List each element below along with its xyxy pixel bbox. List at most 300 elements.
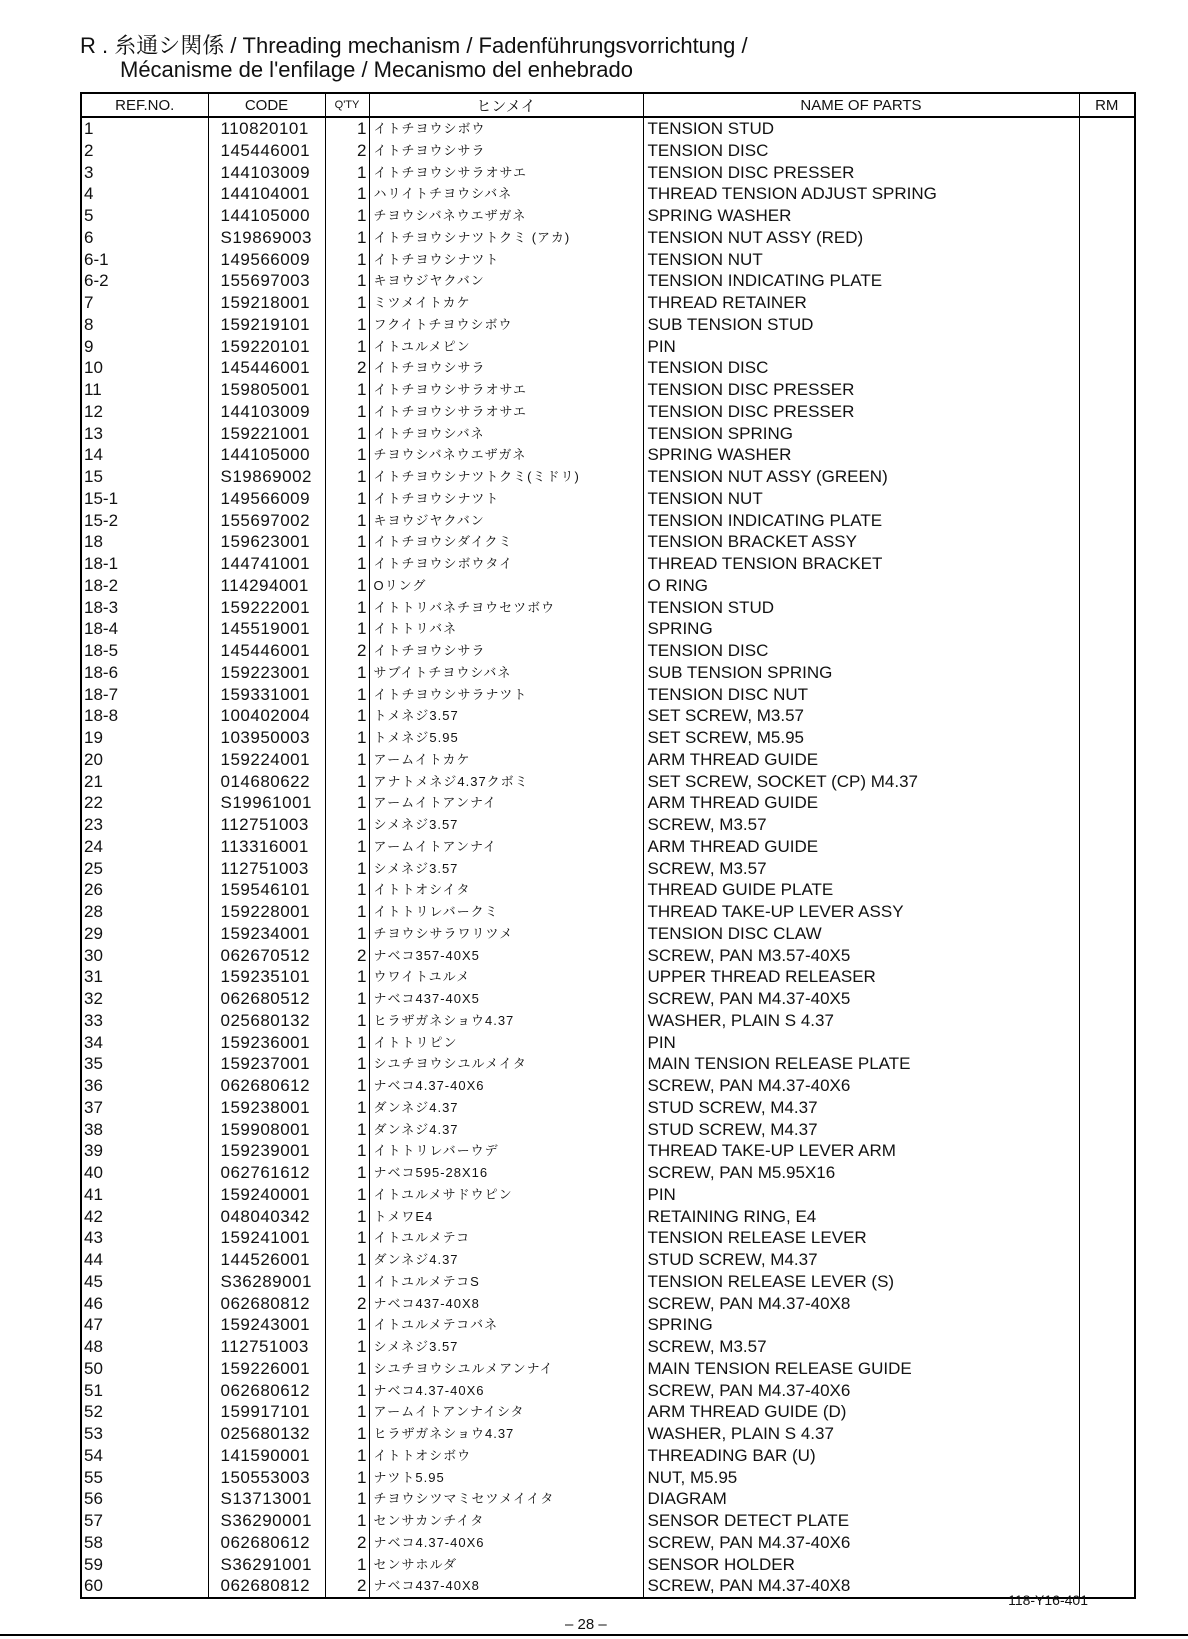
ref-no-cell: 50 [81,1358,208,1380]
kana-name-cell: ダンネジ4.37 [369,1119,643,1141]
code-cell: 103950003 [220,728,311,747]
code-cell: 145519001 [220,619,311,639]
rm-cell [1079,858,1135,880]
kana-name-cell: シユチヨウシユルメイタ [369,1053,643,1075]
rm-cell [1079,183,1135,205]
part-name-cell: TENSION DISC NUT [647,684,809,704]
kana-name-cell: チヨウシツマミセツメイイタ [369,1488,643,1510]
table-row [81,792,1135,814]
code-cell: 159243001 [220,1315,311,1335]
qty-cell: 1 [325,923,369,945]
code-cell: 062680612 [220,1532,311,1552]
table-row [81,1401,1135,1423]
kana-name-cell: センサカンチイタ [369,1510,643,1532]
table-row [81,575,1135,597]
qty-cell: 1 [325,727,369,749]
rm-cell [1079,901,1135,923]
qty-cell: 1 [325,488,369,510]
part-name-cell: SET SCREW, M5.95 [647,728,805,747]
table-row [81,988,1135,1010]
kana-name-cell: チヨウシサラワリツメ [369,923,643,945]
code-cell: 159221001 [220,423,311,443]
qty-cell: 1 [325,814,369,836]
qty-cell: 1 [325,662,369,684]
part-name-cell: TENSION BRACKET ASSY [647,532,857,552]
part-name-cell: O RING [647,575,708,595]
part-name-cell: THREADING BAR (U) [647,1445,816,1465]
ref-no-cell: 12 [81,401,208,423]
kana-name-cell: トメワE4 [369,1206,643,1228]
kana-name-cell: ミツメイトカケ [369,292,643,314]
code-cell: 144105000 [220,206,311,225]
rm-cell [1079,1401,1135,1423]
kana-name-cell: イトトオシイタ [369,879,643,901]
rm-cell [1079,727,1135,749]
table-row [81,1358,1135,1380]
kana-name-cell: アームイトアンナイ [369,836,643,858]
ref-no-cell: 19 [81,727,208,749]
page-title [80,34,748,82]
part-name-cell: UPPER THREAD RELEASER [647,967,876,987]
code-cell: 159226001 [220,1358,311,1378]
kana-name-cell: ナベコ4.37-40X6 [369,1075,643,1097]
kana-name-cell: アームイトアンナイ [369,792,643,814]
parts-table-body [81,117,1135,1598]
ref-no-cell: 33 [81,1010,208,1032]
ref-no-cell: 52 [81,1401,208,1423]
kana-name-cell: シメネジ3.57 [369,814,643,836]
qty-cell: 1 [325,792,369,814]
code-cell: 159623001 [220,532,311,552]
part-name-cell: SENSOR HOLDER [647,1554,795,1574]
code-cell: 025680132 [220,1424,311,1443]
qty-cell: 1 [325,1140,369,1162]
rm-cell [1079,401,1135,423]
qty-cell: 1 [325,1358,369,1380]
rm-cell [1079,1162,1135,1184]
rm-cell [1079,1554,1135,1576]
code-cell: 144103009 [220,162,311,182]
part-name-cell: MAIN TENSION RELEASE GUIDE [647,1358,912,1378]
qty-cell: 1 [325,901,369,923]
kana-name-cell: ナベコ4.37-40X6 [369,1532,643,1554]
ref-no-cell: 32 [81,988,208,1010]
part-name-cell: ARM THREAD GUIDE (D) [647,1402,847,1422]
qty-cell: 2 [325,640,369,662]
qty-cell: 1 [325,401,369,423]
kana-name-cell: ダンネジ4.37 [369,1097,643,1119]
qty-cell: 1 [325,1271,369,1293]
rm-cell [1079,314,1135,336]
rm-cell [1079,1097,1135,1119]
ref-no-cell: 18-2 [81,575,208,597]
qty-cell: 1 [325,1162,369,1184]
ref-no-cell: 43 [81,1227,208,1249]
kana-name-cell: イトユルメテコバネ [369,1314,643,1336]
rm-cell [1079,597,1135,619]
table-row [81,1532,1135,1554]
qty-cell: 1 [325,227,369,249]
ref-no-cell: 3 [81,162,208,184]
part-name-cell: SUB TENSION SPRING [647,662,833,682]
kana-name-cell: アームイトカケ [369,749,643,771]
header-kana: ヒンメイ [369,93,643,117]
kana-name-cell: ナツト5.95 [369,1467,643,1489]
qty-cell: 1 [325,1119,369,1141]
ref-no-cell: 11 [81,379,208,401]
table-row [81,1510,1135,1532]
part-name-cell: ARM THREAD GUIDE [647,749,819,769]
table-header-row [81,93,1135,117]
qty-cell: 1 [325,1249,369,1271]
kana-name-cell: イトトリピン [369,1032,643,1054]
part-name-cell: TENSION DISC [647,358,769,378]
part-name-cell: TENSION NUT [647,488,763,508]
code-cell: 149566009 [220,249,311,269]
code-cell: 062680812 [220,1576,311,1596]
rm-cell [1079,662,1135,684]
code-cell: 144103009 [220,401,311,421]
part-name-cell: THREAD TAKE-UP LEVER ARM [647,1141,896,1161]
qty-cell: 1 [325,597,369,619]
page-number: – 28 – [565,1616,607,1633]
rm-cell [1079,705,1135,727]
qty-cell: 2 [325,1575,369,1598]
qty-cell: 1 [325,1401,369,1423]
rm-cell [1079,1423,1135,1445]
qty-cell: 2 [325,140,369,162]
part-name-cell: TENSION RELEASE LEVER [647,1228,867,1248]
code-cell: 159224001 [220,749,311,769]
qty-cell: 1 [325,553,369,575]
qty-cell: 1 [325,966,369,988]
code-cell: 159546101 [220,880,311,900]
ref-no-cell: 28 [81,901,208,923]
table-row [81,1575,1135,1598]
rm-cell [1079,444,1135,466]
table-row [81,597,1135,619]
ref-no-cell: 20 [81,749,208,771]
qty-cell: 1 [325,162,369,184]
code-cell: 114294001 [220,575,309,595]
kana-name-cell: イトチヨウシサラオサエ [369,162,643,184]
code-cell: 159908001 [220,1119,311,1139]
kana-name-cell: ヒラザガネショウ4.37 [369,1010,643,1032]
rm-cell [1079,1140,1135,1162]
table-row [81,1249,1135,1271]
rm-cell [1079,466,1135,488]
part-name-cell: STUD SCREW, M4.37 [647,1097,818,1117]
part-name-cell: SCREW, PAN M5.95X16 [647,1163,836,1182]
ref-no-cell: 13 [81,423,208,445]
part-name-cell: ARM THREAD GUIDE [647,836,819,856]
ref-no-cell: 55 [81,1467,208,1489]
ref-no-cell: 18-7 [81,684,208,706]
kana-name-cell: ダンネジ4.37 [369,1249,643,1271]
kana-name-cell: センサホルダ [369,1554,643,1576]
table-row [81,1488,1135,1510]
table-row [81,1336,1135,1358]
part-name-cell: TENSION INDICATING PLATE [647,271,883,291]
kana-name-cell: アームイトアンナイシタ [369,1401,643,1423]
ref-no-cell: 25 [81,858,208,880]
table-row [81,1053,1135,1075]
qty-cell: 1 [325,183,369,205]
kana-name-cell: トメネジ5.95 [369,727,643,749]
rm-cell [1079,792,1135,814]
code-cell: 113316001 [220,836,309,856]
code-cell: 159241001 [220,1228,311,1248]
qty-cell: 1 [325,1184,369,1206]
table-row [81,1032,1135,1054]
qty-cell: 1 [325,1488,369,1510]
part-name-cell: SCREW, PAN M4.37-40X6 [647,1380,851,1400]
rm-cell [1079,1075,1135,1097]
part-name-cell: TENSION STUD [647,597,775,617]
ref-no-cell: 10 [81,357,208,379]
table-row [81,140,1135,162]
qty-cell: 1 [325,379,369,401]
ref-no-cell: 39 [81,1140,208,1162]
qty-cell: 1 [325,314,369,336]
table-row [81,249,1135,271]
qty-cell: 1 [325,858,369,880]
kana-name-cell: イトチヨウシナツトクミ (アカ) [369,227,643,249]
kana-name-cell: シユチヨウシユルメアンナイ [369,1358,643,1380]
part-name-cell: SCREW, M3.57 [647,858,767,878]
rm-cell [1079,945,1135,967]
table-row [81,357,1135,379]
rm-cell [1079,1032,1135,1054]
code-cell: 159917101 [220,1402,311,1422]
table-row [81,1010,1135,1032]
part-name-cell: SENSOR DETECT PLATE [647,1511,850,1530]
table-row [81,1445,1135,1467]
ref-no-cell: 47 [81,1314,208,1336]
ref-no-cell: 36 [81,1075,208,1097]
code-cell: 159228001 [220,902,311,921]
ref-no-cell: 23 [81,814,208,836]
table-row [81,379,1135,401]
table-row [81,1293,1135,1315]
kana-name-cell: イトチヨウシボウ [369,117,643,140]
qty-cell: 1 [325,1227,369,1249]
ref-no-cell: 9 [81,336,208,358]
ref-no-cell: 29 [81,923,208,945]
rm-cell [1079,749,1135,771]
part-name-cell: TENSION DISC [647,140,769,160]
kana-name-cell: イトトリレバークミ [369,901,643,923]
code-cell: 159218001 [220,293,311,312]
table-row [81,466,1135,488]
ref-no-cell: 35 [81,1053,208,1075]
part-name-cell: SCREW, PAN M4.37-40X8 [647,1576,851,1596]
rm-cell [1079,836,1135,858]
rm-cell [1079,771,1135,793]
code-cell: 062680612 [220,1380,311,1400]
code-cell: 150553003 [220,1467,311,1487]
part-name-cell: THREAD TENSION ADJUST SPRING [647,184,937,204]
ref-no-cell: 37 [81,1097,208,1119]
qty-cell: 1 [325,988,369,1010]
code-cell: 062680512 [220,989,311,1008]
ref-no-cell: 21 [81,771,208,793]
qty-cell: 1 [325,423,369,445]
part-name-cell: THREAD TENSION BRACKET [647,554,883,573]
kana-name-cell: イトチヨウシサラ [369,140,643,162]
part-name-cell: SPRING [647,619,713,639]
ref-no-cell: 53 [81,1423,208,1445]
rm-cell [1079,510,1135,532]
table-row [81,510,1135,532]
kana-name-cell: トメネジ3.57 [369,705,643,727]
ref-no-cell: 4 [81,183,208,205]
kana-name-cell: イトトリバネチヨウセツボウ [369,597,643,619]
code-cell: 112751003 [220,858,309,878]
part-name-cell: SCREW, M3.57 [647,1337,767,1356]
table-row [81,771,1135,793]
code-cell: 025680132 [220,1010,311,1030]
header-rm: RM [1079,93,1135,117]
ref-no-cell: 6-1 [81,249,208,271]
table-row [81,705,1135,727]
table-row [81,1380,1135,1402]
rm-cell [1079,488,1135,510]
kana-name-cell: ナベコ437-40X5 [369,988,643,1010]
rm-cell [1079,292,1135,314]
parts-table [80,92,1136,1599]
rm-cell [1079,988,1135,1010]
part-name-cell: TENSION DISC PRESSER [647,401,855,421]
qty-cell: 1 [325,270,369,292]
kana-name-cell: イトチヨウシサラオサエ [369,401,643,423]
part-name-cell: SUB TENSION STUD [647,314,814,334]
rm-cell [1079,1488,1135,1510]
table-row [81,662,1135,684]
table-row [81,488,1135,510]
kana-name-cell: サブイトチヨウシバネ [369,662,643,684]
rm-cell [1079,1314,1135,1336]
table-row [81,205,1135,227]
qty-cell: 1 [325,1467,369,1489]
rm-cell [1079,1510,1135,1532]
rm-cell [1079,814,1135,836]
ref-no-cell: 60 [81,1575,208,1598]
part-name-cell: THREAD TAKE-UP LEVER ASSY [647,902,904,921]
qty-cell: 1 [325,292,369,314]
code-cell: 159238001 [220,1097,311,1117]
part-name-cell: THREAD RETAINER [647,293,807,312]
rm-cell [1079,336,1135,358]
table-row [81,162,1135,184]
table-row [81,1184,1135,1206]
rm-cell [1079,423,1135,445]
ref-no-cell: 2 [81,140,208,162]
qty-cell: 1 [325,1380,369,1402]
ref-no-cell: 48 [81,1336,208,1358]
kana-name-cell: イトチヨウシサラオサエ [369,379,643,401]
qty-cell: 1 [325,531,369,553]
kana-name-cell: Oリング [369,575,643,597]
ref-no-cell: 40 [81,1162,208,1184]
ref-no-cell: 18-3 [81,597,208,619]
code-cell: S19869002 [220,467,312,486]
table-row [81,749,1135,771]
rm-cell [1079,618,1135,640]
code-cell: 062680812 [220,1293,311,1313]
kana-name-cell: イトチヨウシナツト [369,488,643,510]
kana-name-cell: シメネジ3.57 [369,1336,643,1358]
table-row [81,1140,1135,1162]
table-row [81,423,1135,445]
ref-no-cell: 18-8 [81,705,208,727]
ref-no-cell: 15-1 [81,488,208,510]
qty-cell: 1 [325,879,369,901]
code-cell: 100402004 [220,706,311,726]
table-row [81,836,1135,858]
qty-cell: 1 [325,1554,369,1576]
table-row [81,618,1135,640]
ref-no-cell: 44 [81,1249,208,1271]
table-row [81,1423,1135,1445]
rm-cell [1079,684,1135,706]
table-row [81,879,1135,901]
qty-cell: 1 [325,749,369,771]
part-name-cell: TENSION SPRING [647,423,793,443]
part-name-cell: SCREW, PAN M4.37-40X8 [647,1293,851,1313]
qty-cell: 1 [325,205,369,227]
kana-name-cell: キヨウジヤクバン [369,510,643,532]
part-name-cell: SCREW, PAN M4.37-40X6 [647,1076,851,1095]
rm-cell [1079,1206,1135,1228]
part-name-cell: MAIN TENSION RELEASE PLATE [647,1054,911,1074]
title-line-1: R . 糸通シ関係 / Threading mechanism / Fadenführungsvorrichtung / [80,33,748,58]
footer-divider [0,1634,1188,1636]
part-name-cell: PIN [647,336,676,356]
ref-no-cell: 42 [81,1206,208,1228]
rm-cell [1079,575,1135,597]
qty-cell: 2 [325,1532,369,1554]
qty-cell: 1 [325,249,369,271]
kana-name-cell: キヨウジヤクバン [369,270,643,292]
part-name-cell: WASHER, PLAIN S 4.37 [647,1010,834,1030]
qty-cell: 2 [325,1293,369,1315]
qty-cell: 1 [325,1032,369,1054]
table-row [81,270,1135,292]
table-row [81,314,1135,336]
kana-name-cell: チヨウシバネウエザガネ [369,444,643,466]
qty-cell: 1 [325,466,369,488]
ref-no-cell: 38 [81,1119,208,1141]
code-cell: 155697002 [220,510,311,530]
rm-cell [1079,966,1135,988]
part-name-cell: SPRING WASHER [647,206,792,225]
table-row [81,1119,1135,1141]
ref-no-cell: 57 [81,1510,208,1532]
part-name-cell: TENSION INDICATING PLATE [647,510,883,530]
code-cell: 112751003 [220,1337,309,1356]
table-row [81,292,1135,314]
qty-cell: 1 [325,1206,369,1228]
ref-no-cell: 6 [81,227,208,249]
code-cell: 159234001 [220,923,311,943]
table-row [81,923,1135,945]
kana-name-cell: イトチヨウシバネ [369,423,643,445]
qty-cell: 1 [325,510,369,532]
part-name-cell: TENSION STUD [647,119,775,138]
table-row [81,640,1135,662]
kana-name-cell: イトユルメサドウピン [369,1184,643,1206]
